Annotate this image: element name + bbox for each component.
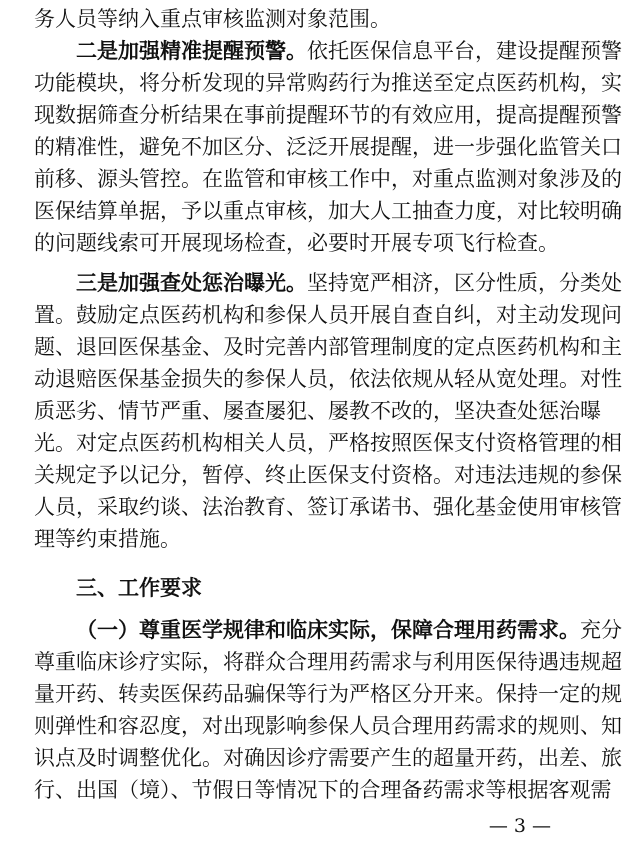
text-line: 务人员等纳入重点审核监测对象范围。	[34, 7, 391, 31]
paragraph-lead: （一）尊重医学规律和临床实际，保障合理用药需求。	[76, 617, 580, 642]
paragraph-lead-line: （一）尊重医学规律和临床实际，保障合理用药需求。充分	[76, 617, 622, 642]
text-line: 识点及时调整优化。对确因诊疗需要产生的超量开药，出差、旅	[34, 746, 622, 770]
text-line: 前移、源头管控。在监管和审核工作中，对重点监测对象涉及的	[34, 167, 622, 191]
page-number: — 3 —	[488, 815, 551, 837]
paragraph-lead-line: 三是加强查处惩治曝光。坚持宽严相济，区分性质，分类处	[76, 270, 622, 295]
paragraph-lead: 二是加强精准提醒预警。	[76, 38, 307, 63]
text-line: 量开药、转卖医保药品骗保等行为严格区分开来。保持一定的规	[34, 682, 622, 706]
text-line: 尊重临床诊疗实际，将群众合理用药需求与利用医保待遇违规超	[34, 650, 622, 674]
text-line: 现数据筛查分析结果在事前提醒环节的有效应用，提高提醒预警	[34, 103, 622, 127]
text-line: 置。鼓励定点医药机构和参保人员开展自查自纠，对主动发现问	[34, 303, 622, 327]
paragraph-lead-line: 二是加强精准提醒预警。依托医保信息平台，建设提醒预警	[76, 38, 622, 63]
text-line: 质恶劣、情节严重、屡查屡犯、屡教不改的，坚决查处惩治曝	[34, 399, 601, 423]
text-line: 医保结算单据，予以重点审核，加大人工抽查力度，对比较明确	[34, 199, 622, 223]
text-line: 关规定予以记分，暂停、终止医保支付资格。对违法违规的参保	[34, 463, 622, 487]
text-line: 动退赔医保基金损失的参保人员，依法依规从轻从宽处理。对性	[34, 367, 622, 391]
text-line: 题、退回医保基金、及时完善内部管理制度的定点医药机构和主	[34, 335, 622, 359]
text-line: 行、出国（境）、节假日等情况下的合理备药需求等根据客观需	[34, 778, 612, 802]
text-line: 的问题线索可开展现场检查，必要时开展专项飞行检查。	[34, 231, 559, 255]
section-heading: 三、工作要求	[76, 576, 202, 600]
text-line: 功能模块，将分析发现的异常购药行为推送至定点医药机构，实	[34, 71, 622, 95]
text-line: 光。对定点医药机构相关人员，严格按照医保支付资格管理的相	[34, 431, 622, 455]
text-line: 人员，采取约谈、法治教育、签订承诺书、强化基金使用审核管	[34, 495, 622, 519]
paragraph-lead: 三是加强查处惩治曝光。	[76, 270, 307, 295]
text-line: 则弹性和容忍度，对出现影响参保人员合理用药需求的规则、知	[34, 714, 622, 738]
text-line: 的精准性，避免不加区分、泛泛开展提醒，进一步强化监管关口	[34, 135, 622, 159]
text-line: 理等约束措施。	[34, 527, 181, 551]
